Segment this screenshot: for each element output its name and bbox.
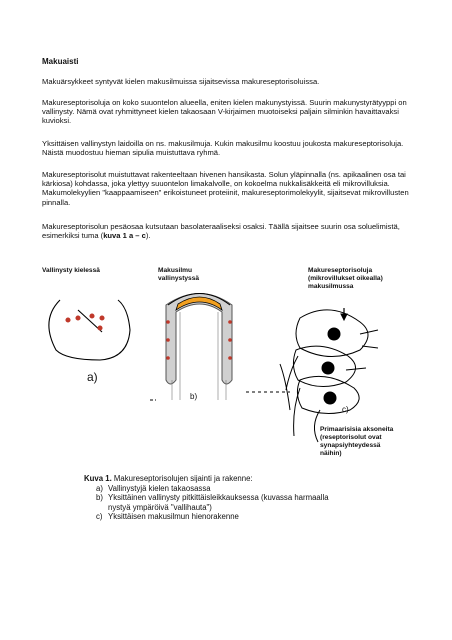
caption-item xyxy=(84,512,348,522)
label-receptor-line2: (mikrovillukset oikealla) xyxy=(308,275,383,282)
figure-reference: kuva 1 a – c xyxy=(103,231,146,241)
label-taste-bud-line1: Makusilmu xyxy=(158,267,193,274)
label-taste-bud xyxy=(158,267,238,283)
label-axons-line4: näihin) xyxy=(320,450,342,457)
label-axons-line1: Primaarisisia aksoneita xyxy=(320,426,394,433)
label-tongue: Vallinysty kielessä xyxy=(42,267,100,274)
caption-item xyxy=(84,493,348,512)
label-receptor-cells xyxy=(308,267,418,291)
receptor-cells-illustration xyxy=(280,308,378,442)
label-axons-line3: synapsiyhteydessä xyxy=(320,442,381,449)
paragraph-4: Makureseptorisolut muistuttavat rakenteeltaan hivenen hansikasta. Solun yläpinnalla (ns. apikaalinen osa tai kärkiosa) kohdassa, joka ylettyy suuontelon limakalvolle, on kokoelma nukkalisäkkeitä eli mikrovilluksia. Makumolekyylien "kaappaamiseen" erikoistuneet proteiinit, makureseptorimolekyylit, sijaitsevat mikrovillusten pinnalla. xyxy=(42,170,409,207)
paragraph-5-end: ). xyxy=(145,231,151,241)
figure-part-c: c) xyxy=(342,405,349,414)
caption-heading xyxy=(84,474,348,484)
figure-part-b: b) xyxy=(190,392,198,401)
caption-item-text: Vallinystyjä kielen takaosassa xyxy=(108,483,211,493)
caption-label: Kuva 1. xyxy=(84,474,112,483)
document-title: Makuaisti xyxy=(42,57,79,66)
caption-item-text: Yksittäinen vallinysty pitkittäisleikkauksessa (kuvassa harmaalla nystyä ympäröivä "vallihauta") xyxy=(108,493,329,512)
papilla-illustration xyxy=(150,294,290,401)
label-receptor-line3: makusilmussa xyxy=(308,283,354,290)
paragraph-1: Makuärsykkeet syntyvät kielen makusilmuissa sijaitsevissa makureseptorisoluissa. xyxy=(42,77,320,86)
caption-item-key: c) xyxy=(96,512,103,522)
paragraph-2: Makureseptorisoluja on koko suuontelon alueella, eniten kielen makunystyissä. Suurin makunystyrätyyppi on vallinysty. Nämä ovat ryhmittyneet kielen takaosaan V-kirjaimen muotoiseksi paljain silminkin havaittavaksi kuvioksi. xyxy=(42,98,407,126)
caption-item-key: a) xyxy=(96,483,103,493)
paragraph-5-text: Makureseptorisolun pesäosaa kutsutaan basolateraaliseksi osaksi. Täällä sijaitsee suurin osa soluelimistä, esimerkiksi tuma ( xyxy=(42,222,400,241)
figure-part-a: a) xyxy=(87,370,98,384)
label-axons-line2: (reseptorisolut ovat xyxy=(320,434,382,441)
paragraph-3: Yksittäisen vallinystyn laidoilla on ns. makusilmuja. Kukin makusilmu koostuu joukosta makureseptorisoluja. Näistä muodostuu hieman sipulia muistuttava ryhmä. xyxy=(42,139,404,158)
paragraph-5 xyxy=(42,222,414,240)
caption-heading-text: Makureseptorisolujen sijainti ja rakenne: xyxy=(111,474,253,483)
caption-item xyxy=(84,484,348,494)
tongue-illustration xyxy=(49,300,130,360)
label-taste-bud-line2: vallinystyssä xyxy=(158,275,200,282)
caption-item-key: b) xyxy=(96,493,103,503)
label-receptor-line1: Makureseptorisoluja xyxy=(308,267,373,274)
figure-caption xyxy=(84,474,348,522)
label-axons xyxy=(320,426,420,458)
caption-item-text: Yksittäisen makusilmun hienorakenne xyxy=(108,512,239,522)
